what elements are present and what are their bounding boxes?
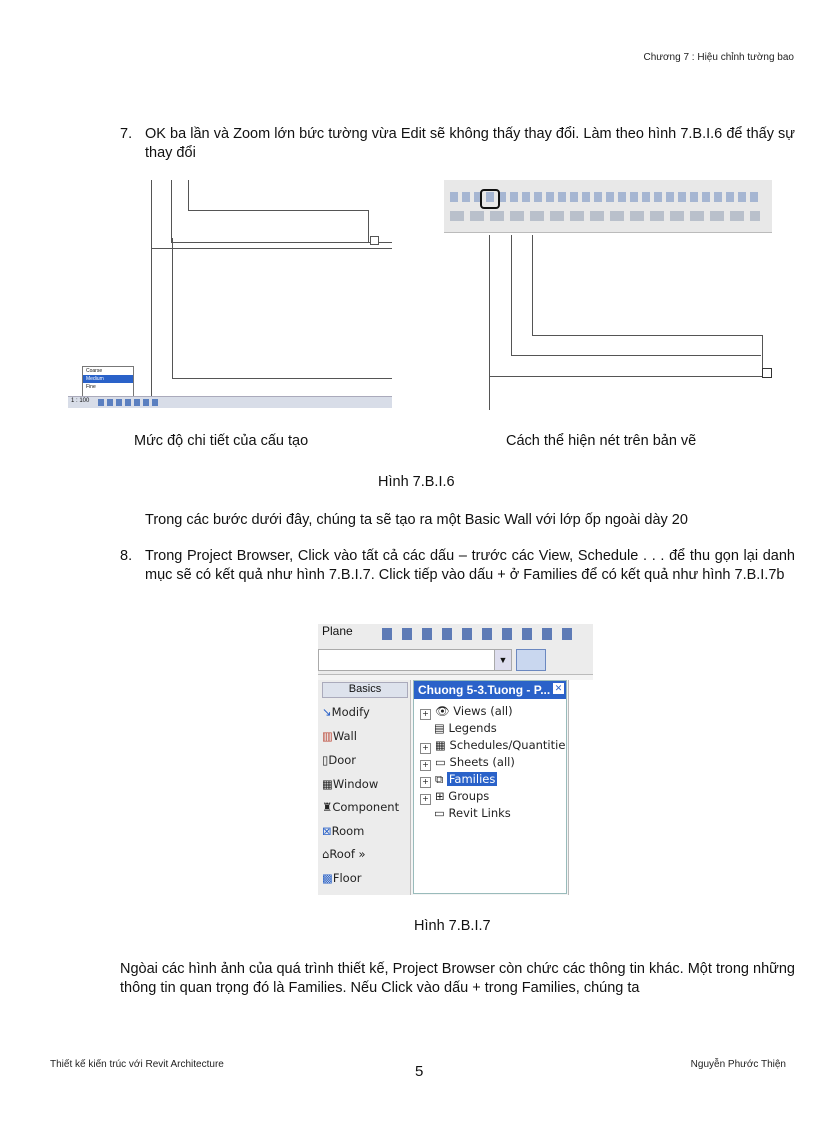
- close-icon[interactable]: ✕: [554, 683, 563, 693]
- basics-item-window[interactable]: ▦Window: [322, 777, 379, 791]
- floor-icon: ▩: [322, 871, 333, 885]
- scale-label: 1 : 100: [71, 398, 90, 404]
- basics-tab[interactable]: Basics: [322, 682, 408, 698]
- footer-left: Thiết kế kiến trúc với Revit Architecture: [50, 1059, 224, 1070]
- footer-right: Nguyễn Phước Thiện: [690, 1059, 786, 1070]
- figure6-caption: Hình 7.B.I.6: [378, 474, 455, 490]
- thin-lines-highlight[interactable]: [480, 189, 500, 209]
- room-icon: ⊠: [322, 824, 332, 838]
- basics-item-floor[interactable]: ▩Floor: [322, 871, 362, 885]
- tree-item-groups[interactable]: + ⊞ Groups: [420, 789, 489, 805]
- schedule-icon: ▦: [435, 738, 446, 752]
- expand-icon[interactable]: +: [420, 777, 431, 788]
- tree-item-families[interactable]: + ⧉ Families: [420, 772, 497, 788]
- chevron-down-icon[interactable]: ▼: [494, 650, 511, 670]
- window-icon: ▦: [322, 777, 333, 791]
- figure7-caption: Hình 7.B.I.7: [414, 918, 491, 934]
- roof-icon: ⌂: [322, 847, 330, 861]
- expand-icon[interactable]: +: [420, 709, 431, 720]
- figure-project-browser: [318, 624, 593, 895]
- basics-item-room[interactable]: ⊠Room: [322, 824, 365, 838]
- drawing-area[interactable]: [568, 680, 593, 895]
- step8-text: Trong Project Browser, Click vào tất cả các dấu – trước các View, Schedule . . . để thu gọn lại danh mục sẽ có kết quả như hình 7.B.I.7. Click tiếp vào dấu + ở Families để có kết quả như hình 7.B.I.7b: [145, 548, 795, 583]
- type-selector-row: [318, 646, 593, 675]
- view-control-icons[interactable]: [98, 399, 158, 406]
- groups-icon: ⊞: [435, 789, 445, 803]
- right-caption: Cách thể hiện nét trên bản vẽ: [506, 433, 697, 449]
- tree-item-sheets[interactable]: + ▭ Sheets (all): [420, 755, 515, 771]
- intro-text: Trong các bước dưới đây, chúng ta sẽ tạo ra một Basic Wall với lớp ốp ngoài dày 20: [145, 512, 688, 528]
- toolbar-icons-row2[interactable]: [450, 211, 760, 221]
- tree-item-legends[interactable]: ▤ Legends: [434, 721, 497, 735]
- sheet-icon: ▭: [435, 755, 446, 769]
- door-icon: ▯: [322, 753, 329, 767]
- link-icon: ▭: [434, 806, 445, 820]
- browser-title-bar: [414, 681, 566, 699]
- toolbar-icons[interactable]: [382, 628, 582, 640]
- figure-detail-level: [68, 180, 392, 408]
- closing-paragraph: Ngòai các hình ảnh của quá trình thiết kế, Project Browser còn chức các thông tin khác. Một trong những thông tin quan trọng đó là Families. Nếu Click vào dấu + trong Families, chúng ta: [120, 961, 795, 996]
- toolbar-strip: [444, 180, 772, 233]
- eye-icon: 👁: [435, 704, 450, 718]
- expand-icon[interactable]: +: [420, 760, 431, 771]
- chapter-header: Chương 7 : Hiệu chỉnh tường bao: [643, 52, 794, 63]
- modify-icon: ↘: [322, 705, 332, 719]
- menu-item-coarse[interactable]: Coarse: [86, 368, 103, 374]
- expand-icon[interactable]: +: [420, 794, 431, 805]
- menu-item-medium[interactable]: Medium: [83, 375, 133, 383]
- page-number: 5: [415, 1063, 424, 1080]
- view-control-bar: [68, 396, 392, 408]
- properties-button[interactable]: [516, 649, 546, 671]
- top-toolbar: [318, 624, 593, 647]
- legend-icon: ▤: [434, 721, 445, 735]
- basics-item-wall[interactable]: ▥Wall: [322, 729, 357, 743]
- left-caption: Mức độ chi tiết của cấu tạo: [134, 433, 309, 449]
- tree-item-schedules[interactable]: + ▦ Schedules/Quantitie: [420, 738, 565, 754]
- wall-icon: ▥: [322, 729, 333, 743]
- expand-icon[interactable]: +: [420, 743, 431, 754]
- basics-item-modify[interactable]: ↘Modify: [322, 705, 370, 719]
- menu-item-fine[interactable]: Fine: [86, 384, 96, 390]
- detail-level-menu[interactable]: [82, 366, 134, 400]
- basics-item-component[interactable]: ♜Component: [322, 800, 400, 814]
- basics-item-door[interactable]: ▯Door: [322, 753, 356, 767]
- browser-title: Chuong 5-3.Tuong - P...: [418, 683, 551, 697]
- component-icon: ♜: [322, 800, 333, 814]
- project-browser-panel: [413, 680, 567, 894]
- tree-item-views[interactable]: + 👁 Views (all): [420, 704, 513, 720]
- step8-number: 8.: [120, 548, 133, 564]
- basics-item-roof[interactable]: ⌂Roof »: [322, 847, 366, 861]
- figure-line-display: [444, 180, 772, 412]
- families-icon: ⧉: [435, 772, 444, 786]
- design-bar: [318, 680, 411, 895]
- step7-text: OK ba lần và Zoom lớn bức tường vừa Edit sẽ không thấy thay đổi. Làm theo hình 7.B.I.6 để thấy sự thay đổi: [145, 126, 795, 161]
- plane-tool-label[interactable]: Plane: [322, 624, 353, 638]
- tree-item-revit-links[interactable]: ▭ Revit Links: [434, 806, 511, 820]
- step7-number: 7.: [120, 126, 133, 142]
- type-selector[interactable]: [318, 649, 512, 671]
